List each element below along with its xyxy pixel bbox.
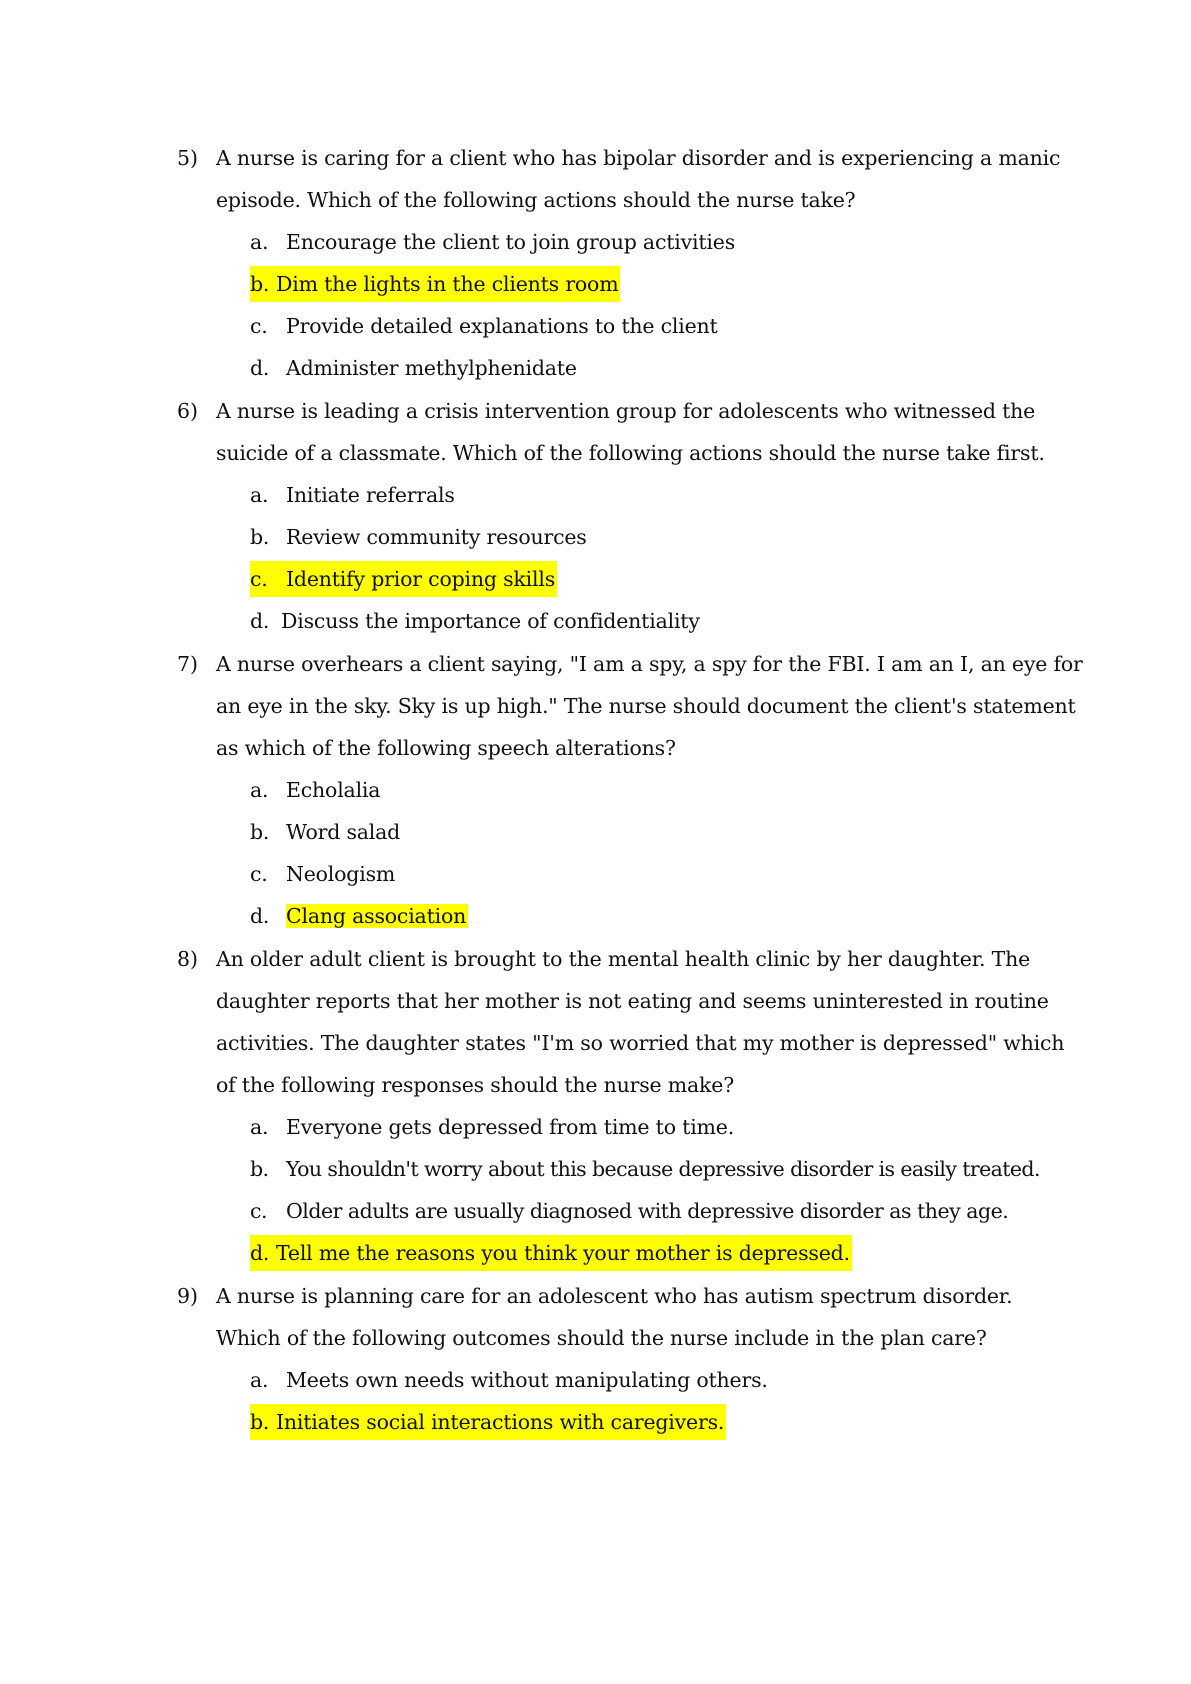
option-letter: c. <box>250 862 268 886</box>
question-text-line: suicide of a classmate. Which of the following actions should the nurse take first. <box>216 441 1045 465</box>
answer-option-d <box>250 603 700 639</box>
answer-option-a <box>250 224 735 260</box>
option-text: Review community resources <box>286 525 587 549</box>
question-text-line: A nurse overhears a client saying, "I am a spy, a spy for the FBI. I am an I, an eye for <box>216 652 1083 676</box>
answer-option-b <box>250 1151 1040 1187</box>
question-text-line: Which of the following outcomes should the nurse include in the plan care? <box>216 1326 987 1350</box>
question-text-line: episode. Which of the following actions should the nurse take? <box>216 188 856 212</box>
option-letter: b. <box>250 820 270 844</box>
option-letter: b. <box>250 1410 270 1434</box>
option-text: Provide detailed explanations to the client <box>286 314 718 338</box>
option-text: Initiate referrals <box>286 483 455 507</box>
option-text: Identify prior coping skills <box>286 567 556 591</box>
option-text: Initiates social interactions with caregivers. <box>276 1410 725 1434</box>
question-number: 7) <box>177 652 199 676</box>
option-text: Everyone gets depressed from time to time. <box>286 1115 735 1139</box>
question-number: 6) <box>177 399 199 423</box>
question-text-line: A nurse is planning care for an adolescent who has autism spectrum disorder. <box>216 1284 1013 1308</box>
option-text: Discuss the importance of confidentiality <box>281 609 700 633</box>
question-text-line: activities. The daughter states "I'm so worried that my mother is depressed" which <box>216 1031 1065 1055</box>
option-text: Clang association <box>286 904 467 928</box>
option-letter: c. <box>250 1199 267 1223</box>
option-text: Word salad <box>286 820 401 844</box>
answer-option-c <box>250 1193 1008 1229</box>
option-letter: a. <box>250 778 269 802</box>
question-text-line: A nurse is caring for a client who has bipolar disorder and is experiencing a manic <box>216 146 1061 170</box>
option-letter: b. <box>250 272 270 296</box>
option-letter: c. <box>250 314 268 338</box>
answer-option-d-highlighted <box>250 1235 852 1271</box>
question-text-line: an eye in the sky. Sky is up high." The nurse should document the client's statement <box>216 694 1076 718</box>
option-letter: a. <box>250 1115 269 1139</box>
option-text: Tell me the reasons you think your mother is depressed. <box>276 1241 850 1265</box>
answer-option-a <box>250 477 455 513</box>
option-letter: d. <box>250 609 270 633</box>
option-letter: c. <box>250 567 268 591</box>
answer-option-a <box>250 1109 734 1145</box>
option-letter: d. <box>250 904 270 928</box>
option-text: Echolalia <box>286 778 381 802</box>
option-letter: d. <box>250 1241 270 1265</box>
answer-option-c <box>250 308 718 344</box>
answer-option-a <box>250 1362 768 1398</box>
option-letter: a. <box>250 230 269 254</box>
question-text-line: An older adult client is brought to the mental health clinic by her daughter. The <box>216 947 1031 971</box>
option-text: Neologism <box>286 862 396 886</box>
answer-option-b-highlighted <box>250 266 620 302</box>
question-number: 5) <box>177 146 199 170</box>
answer-option-c <box>250 856 395 892</box>
answer-option-b <box>250 519 587 555</box>
option-letter: b. <box>250 1157 269 1181</box>
option-letter: a. <box>250 1368 269 1392</box>
question-number: 9) <box>177 1284 199 1308</box>
answer-option-b <box>250 814 400 850</box>
option-text: Dim the lights in the clients room <box>276 272 619 296</box>
question-text-line: A nurse is leading a crisis intervention group for adolescents who witnessed the <box>216 399 1036 423</box>
answer-option-d <box>250 898 468 934</box>
question-text-line: as which of the following speech alterations? <box>216 736 676 760</box>
option-letter: a. <box>250 483 269 507</box>
option-text: Administer methylphenidate <box>286 356 577 380</box>
question-text-line: of the following responses should the nurse make? <box>216 1073 735 1097</box>
option-letter: d. <box>250 356 270 380</box>
option-text: Meets own needs without manipulating others. <box>286 1368 768 1392</box>
question-number: 8) <box>177 947 199 971</box>
answer-option-a <box>250 772 380 808</box>
option-letter: b. <box>250 525 270 549</box>
question-text-line: daughter reports that her mother is not eating and seems uninterested in routine <box>216 989 1049 1013</box>
answer-option-c-highlighted <box>250 561 557 597</box>
answer-option-d <box>250 350 577 386</box>
answer-option-b-highlighted <box>250 1404 726 1440</box>
option-text: Older adults are usually diagnosed with depressive disorder as they age. <box>286 1199 1009 1223</box>
option-text: Encourage the client to join group activities <box>286 230 736 254</box>
option-text: You shouldn't worry about this because depressive disorder is easily treated. <box>286 1157 1040 1181</box>
